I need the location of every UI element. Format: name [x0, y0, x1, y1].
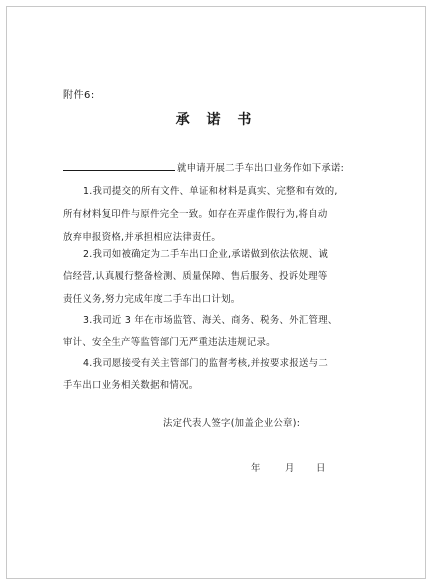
paragraph-2-line-3: 责任义务,努力完成年度二手车出口计划。: [63, 294, 241, 305]
date-month: 月: [285, 463, 295, 474]
lead-line: [63, 160, 344, 174]
attachment-label: 附件6:: [63, 90, 95, 101]
company-name-blank: [63, 161, 175, 171]
paragraph-2-line-1: 2.我司如被确定为二手车出口企业,承诺做到依法依规、诚: [83, 249, 329, 260]
date-year: 年: [251, 463, 261, 474]
paragraph-1-line-3: 放弃申报资格,并承担相应法律责任。: [63, 232, 222, 243]
signature-label: 法定代表人签字(加盖企业公章):: [163, 418, 301, 429]
paragraph-3-line-1: 3.我司近 3 年在市场监管、海关、商务、税务、外汇管理、: [83, 315, 338, 326]
paragraph-2-line-2: 信经营,认真履行整备检测、质量保障、售后服务、投诉处理等: [63, 271, 328, 282]
lead-text: 就申请开展二手车出口业务作如下承诺:: [177, 163, 345, 174]
paragraph-3-line-2: 审计、安全生产等监管部门无严重违法违规记录。: [63, 337, 276, 348]
paragraph-1-line-2: 所有材料复印件与原件完全一致。如存在弄虚作假行为,将自动: [63, 209, 328, 220]
paragraph-4-line-2: 手车出口业务相关数据和情况。: [63, 380, 199, 391]
date-day: 日: [316, 463, 326, 474]
paragraph-4-line-1: 4.我司愿接受有关主管部门的监督考核,并按要求报送与二: [83, 358, 329, 369]
paragraph-1-line-1: 1.我司提交的所有文件、单证和材料是真实、完整和有效的,: [83, 186, 338, 197]
document-title: 承 诺 书: [175, 112, 258, 128]
